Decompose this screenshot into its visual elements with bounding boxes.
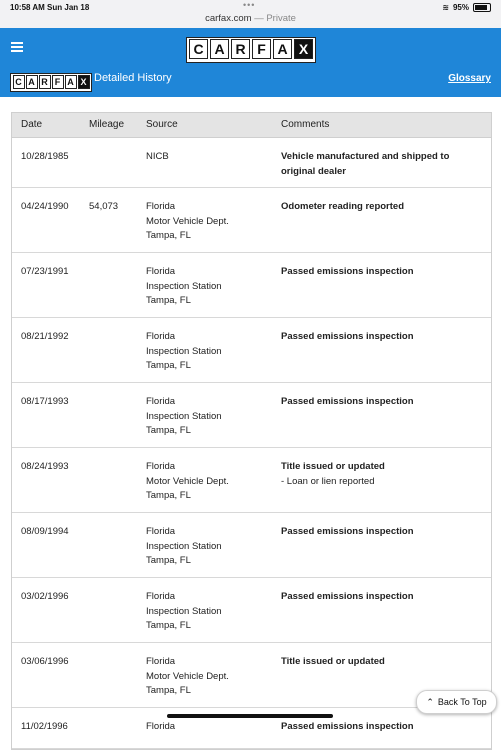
comment-text: Passed emissions inspection: [281, 331, 414, 342]
source-line: Tampa, FL: [146, 620, 191, 631]
source-line: Florida: [146, 591, 176, 602]
cell-source: [146, 720, 175, 735]
cell-comments: [281, 150, 481, 179]
cell-source: [146, 200, 229, 244]
cell-source: [146, 395, 222, 439]
glossary-link[interactable]: Glossary: [448, 73, 491, 84]
top-header: [0, 28, 501, 66]
table-row: [12, 383, 491, 448]
home-indicator: [167, 714, 333, 718]
comment-text: Passed emissions inspection: [281, 266, 414, 277]
cell-mileage: 54,073: [89, 201, 119, 212]
logo-letter: A: [65, 75, 77, 89]
header-source: Source: [146, 119, 178, 130]
wifi-icon: ≋: [442, 3, 449, 12]
status-time: 10:58 AM Sun Jan 18: [10, 3, 90, 12]
cell-comments: [281, 525, 481, 540]
logo-letter: X: [78, 75, 90, 89]
table-row: [12, 253, 491, 318]
battery-icon: [473, 3, 491, 12]
source-line: NICB: [146, 151, 169, 162]
cell-comments: [281, 655, 481, 670]
comment-text: Passed emissions inspection: [281, 721, 414, 732]
cell-date: 03/02/1996: [21, 591, 69, 602]
page-title: Detailed History: [94, 72, 172, 84]
logo-letter: C: [189, 39, 208, 59]
source-line: Tampa, FL: [146, 230, 191, 241]
chevron-up-icon: ⌃: [426, 696, 434, 707]
header-mileage: Mileage: [89, 119, 125, 130]
cell-source: [146, 525, 222, 569]
comment-text: Passed emissions inspection: [281, 396, 414, 407]
source-line: Florida: [146, 461, 176, 472]
source-line: Inspection Station: [146, 345, 222, 357]
source-line: Florida: [146, 201, 176, 212]
source-line: Tampa, FL: [146, 685, 191, 696]
cell-comments: [281, 720, 481, 735]
cell-source: [146, 590, 222, 634]
cell-date: 08/17/1993: [21, 396, 69, 407]
cell-source: [146, 460, 229, 504]
logo-letter: C: [13, 75, 25, 89]
carfax-logo[interactable]: [186, 37, 316, 63]
table-row: [12, 448, 491, 513]
comment-text: Passed emissions inspection: [281, 526, 414, 537]
source-line: Florida: [146, 721, 176, 732]
logo-letter: R: [231, 39, 250, 59]
sub-header: [0, 66, 501, 97]
cell-date: 08/24/1993: [21, 461, 69, 472]
url-bar[interactable]: [0, 13, 501, 24]
source-line: Motor Vehicle Dept.: [146, 215, 229, 227]
cell-comments: [281, 200, 481, 215]
table-header: [12, 112, 491, 138]
source-line: Tampa, FL: [146, 555, 191, 566]
table-row: [12, 513, 491, 578]
history-panel: [0, 97, 501, 732]
source-line: Florida: [146, 266, 176, 277]
private-label: — Private: [254, 13, 296, 24]
url-domain: carfax.com: [205, 13, 252, 24]
cell-comments: [281, 330, 481, 345]
source-line: Florida: [146, 656, 176, 667]
source-line: Florida: [146, 396, 176, 407]
header-date: Date: [21, 119, 43, 130]
source-line: Tampa, FL: [146, 490, 191, 501]
logo-letter: A: [273, 39, 292, 59]
logo-letter: A: [26, 75, 38, 89]
source-line: Florida: [146, 331, 176, 342]
source-line: Tampa, FL: [146, 360, 191, 371]
source-line: Motor Vehicle Dept.: [146, 475, 229, 487]
logo-letter: A: [210, 39, 229, 59]
comment-text: Title issued or updated: [281, 461, 385, 472]
source-line: Inspection Station: [146, 605, 222, 617]
comment-text: Odometer reading reported: [281, 201, 404, 212]
cell-comments: [281, 395, 481, 410]
table-row: [12, 138, 491, 188]
back-to-top-label: Back To Top: [437, 697, 487, 707]
status-right: [442, 3, 491, 12]
logo-letter: F: [52, 75, 64, 89]
back-to-top-button[interactable]: [416, 690, 497, 714]
comment-detail: - Loan or lien reported: [281, 475, 375, 487]
logo-letter: X: [294, 39, 313, 59]
table-row: [12, 188, 491, 253]
cell-comments: [281, 460, 481, 489]
cell-date: 08/21/1992: [21, 331, 69, 342]
table-row: [12, 578, 491, 643]
cell-source: [146, 655, 229, 699]
hamburger-menu-icon[interactable]: [11, 42, 23, 52]
source-line: Motor Vehicle Dept.: [146, 670, 229, 682]
cell-date: 07/23/1991: [21, 266, 69, 277]
source-line: Inspection Station: [146, 540, 222, 552]
cell-date: 04/24/1990: [21, 201, 69, 212]
source-line: Inspection Station: [146, 280, 222, 292]
logo-letter: R: [39, 75, 51, 89]
cell-source: [146, 265, 222, 309]
source-line: Tampa, FL: [146, 295, 191, 306]
comment-text: Passed emissions inspection: [281, 591, 414, 602]
cell-date: 11/02/1996: [21, 721, 68, 732]
cell-source: [146, 330, 222, 374]
comment-text: Title issued or updated: [281, 656, 385, 667]
header-comments: Comments: [281, 119, 330, 130]
history-table: [11, 112, 492, 750]
source-line: Inspection Station: [146, 410, 222, 422]
cell-date: 10/28/1985: [21, 151, 69, 162]
cell-date: 03/06/1996: [21, 656, 69, 667]
battery-percent: 95%: [452, 3, 469, 12]
cell-date: 08/09/1994: [21, 526, 69, 537]
comment-text: Vehicle manufactured and shipped to original dealer: [281, 151, 450, 177]
cell-source: [146, 150, 169, 165]
more-dots-icon[interactable]: •••: [243, 0, 256, 10]
source-line: Florida: [146, 526, 176, 537]
cell-comments: [281, 590, 481, 605]
cell-comments: [281, 265, 481, 280]
carfax-logo-small: [10, 73, 92, 92]
table-row: [12, 318, 491, 383]
source-line: Tampa, FL: [146, 425, 191, 436]
logo-letter: F: [252, 39, 271, 59]
